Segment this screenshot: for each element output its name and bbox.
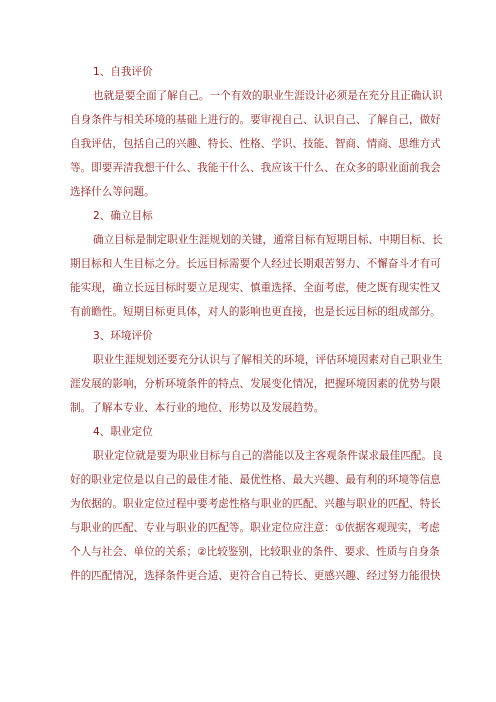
paragraph-line: 件的匹配情况，选择条件更合适、更符合自己特长、更感兴趣、经过努力能很快 <box>70 570 441 582</box>
heading-career-positioning: 4、职业定位 <box>93 426 153 438</box>
paragraph-line: 职业定位就是要为职业目标与自己的潜能以及主客观条件谋求最佳匹配。良 <box>93 450 443 462</box>
paragraph-line: 职业生涯规划还要充分认识与了解相关的环境，评估环境因素对自己职业生 <box>93 354 443 366</box>
paragraph-line: 制。了解本专业、本行业的地位、形势以及发展趋势。 <box>70 402 325 414</box>
paragraph-line: 有前瞻性。短期目标更具体，对人的影响也更直接，也是长远目标的组成部分。 <box>70 306 441 318</box>
paragraph-line: 为依据的。职业定位过程中要考虑性格与职业的匹配、兴趣与职业的匹配、特长 <box>70 498 441 510</box>
heading-set-goals: 2、确立目标 <box>93 210 153 222</box>
paragraph-line: 等。即要弄清我想干什么、我能干什么、我应该干什么、在众多的职业面前我会 <box>70 162 441 174</box>
paragraph-line: 自我评估，包括自己的兴趣、特长、性格、学识、技能、智商、情商、思维方式 <box>70 138 441 150</box>
paragraph-line: 选择什么等问题。 <box>70 186 155 198</box>
paragraph-line: 确立目标是制定职业生涯规划的关键，通常目标有短期目标、中期目标、长 <box>93 234 443 246</box>
paragraph-line: 个人与社会、单位的关系；②比较鉴别，比较职业的条件、要求、性质与自身条 <box>70 546 440 558</box>
paragraph-line: 能实现，确立长远目标时要立足现实、慎重选择、全面考虑，使之既有现实性又 <box>70 282 441 294</box>
paragraph-line: 期目标和人生目标之分。长远目标需要个人经过长期艰苦努力、不懈奋斗才有可 <box>70 258 441 270</box>
heading-self-evaluation: 1、自我评价 <box>93 66 153 78</box>
paragraph-line: 也就是要全面了解自己。一个有效的职业生涯设计必须是在充分且正确认识 <box>93 90 443 102</box>
heading-environment-evaluation: 3、环境评价 <box>93 330 153 342</box>
paragraph-line: 自身条件与相关环境的基础上进行的。要审视自己、认识自己、了解自己，做好 <box>70 114 441 126</box>
paragraph-line: 好的职业定位是以自己的最佳才能、最优性格、最大兴趣、最有利的环境等信息 <box>70 474 441 486</box>
paragraph-line: 与职业的匹配、专业与职业的匹配等。职业定位应注意：①依据客观现实，考虑 <box>70 522 440 534</box>
paragraph-line: 涯发展的影响，分析环境条件的特点、发展变化情况，把握环境因素的优势与限 <box>70 378 441 390</box>
